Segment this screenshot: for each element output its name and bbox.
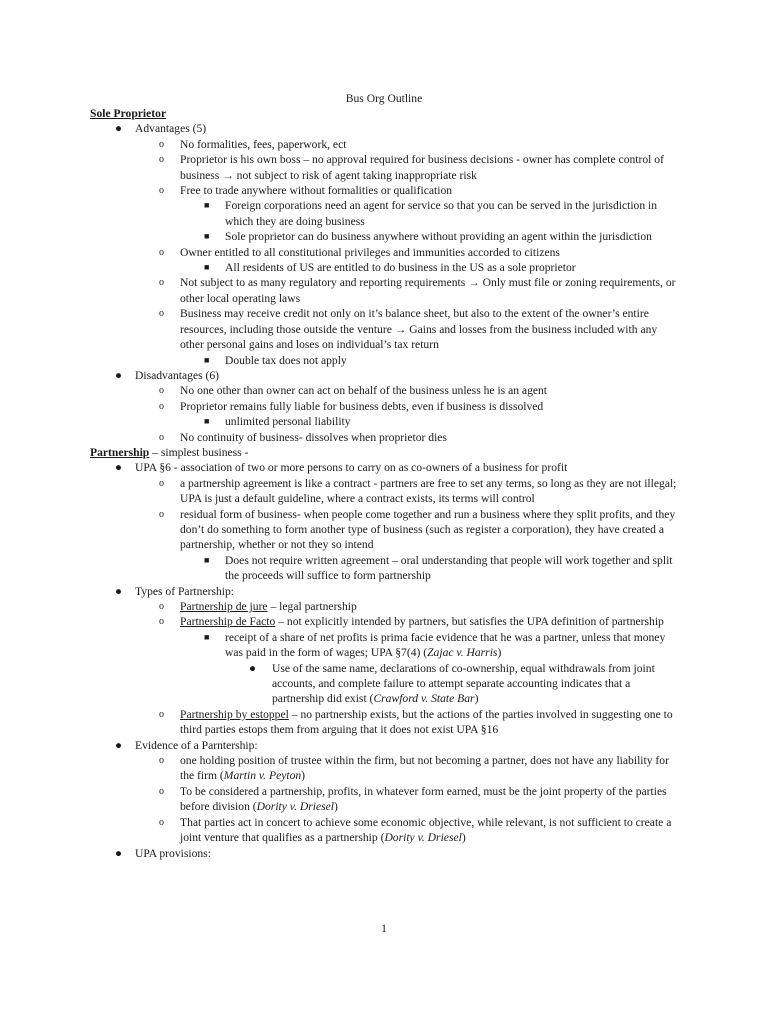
list-item: ● Advantages (5)	[115, 122, 207, 136]
list-item: ■ Double tax does not apply	[204, 353, 347, 367]
bullet-circle-icon: o	[159, 755, 164, 767]
list-item: o Partnership by estoppel – no partnership exists, but the actions of the parties involved in suggesting one to third parties estops them from arguing that it does not exist UPA §16	[159, 707, 673, 737]
bullet-square-icon: ■	[204, 631, 210, 642]
list-item: o To be considered a partnership, profits, in whatever form earned, must be the joint property of the parties before division (Dority v. Driesel)	[159, 784, 667, 814]
bullet-circle-icon: o	[159, 400, 164, 412]
list-item: o one holding position of trustee within the firm, but not becoming a partner, does not have any liability for the firm (Martin v. Peyton)	[159, 754, 669, 783]
list-item: o Not subject to as many regulatory and reporting requirements → Only must file or zoning requirements, or other local operating laws	[159, 276, 676, 305]
list-item: ■ receipt of a share of net profits is prima facie evidence that he was a partner, unless that money was paid in the form of wages; UPA §7(4) (Zajac v. Harris)	[204, 630, 666, 660]
list-item: ● Evidence of a Parntership:	[115, 738, 258, 752]
outline-body	[90, 106, 680, 861]
list-item: o Proprietor remains fully liable for business debts, even if business is dissolved	[159, 399, 544, 413]
term-partnership-by-estoppel: Partnership by estoppel	[180, 707, 289, 721]
term-partnership-de-jure: Partnership de jure	[180, 600, 268, 613]
list-item: o Owner entitled to all constitutional privileges and immunities accorded to citizens	[159, 245, 560, 259]
bullet-square-icon: ■	[204, 354, 210, 365]
bullet-circle-icon: o	[159, 601, 164, 612]
bullet-circle-icon: o	[159, 431, 164, 443]
term-partnership-de-facto: Partnership de Facto	[180, 615, 276, 629]
bullet-circle-icon: o	[159, 154, 164, 166]
case-citation: Zajac v. Harris	[427, 646, 498, 660]
bullet-circle-icon: o	[159, 277, 164, 289]
bullet-circle-icon: o	[159, 246, 164, 258]
case-citation: Crawford v. State Bar	[373, 692, 475, 706]
list-item: ● Types of Partnership:	[115, 584, 235, 598]
list-item: ■ unlimited personal liability	[204, 415, 351, 429]
partnership-outline	[90, 460, 680, 861]
page-number: 1	[381, 922, 387, 935]
case-citation: Dority v. Driesel	[256, 800, 335, 814]
list-item: o No one other than owner can act on behalf of the business unless he is an agent	[159, 384, 548, 398]
list-item: o No continuity of business- dissolves when proprietor dies	[159, 430, 447, 444]
bullet-circle-icon: o	[159, 708, 164, 720]
bullet-circle-icon: o	[159, 138, 164, 150]
bullet-disc-icon: ●	[115, 461, 123, 475]
bullet-circle-icon: o	[159, 185, 164, 197]
section-heading-text: Sole Proprietor	[90, 107, 167, 120]
list-item: o That parties act in concert to achieve some economic objective, while relevant, is not sufficient to create a joint venture that qualifies as a partnership (Dority v. Driesel)	[159, 815, 672, 845]
bullet-disc-icon: ●	[249, 661, 257, 675]
list-item: o Partnership de jure – legal partnership	[159, 600, 357, 613]
list-item: o Proprietor is his own boss – no approval required for business decisions - owner has complete control of business → not subject to risk of agent taking inappropriate risk	[159, 153, 664, 182]
bullet-square-icon: ■	[204, 554, 210, 565]
bullet-circle-icon: o	[159, 477, 164, 489]
bullet-disc-icon: ●	[115, 738, 123, 752]
bullet-square-icon: ■	[204, 262, 210, 273]
list-item: o Partnership de Facto – not explicitly intended by partners, but satisfies the UPA definition of partnership	[159, 615, 664, 629]
list-item: o Business may receive credit not only on it’s balance sheet, but also to the extent of the owner’s entire resources, including those outside the venture → Gains and losses from the business included with any other personal gains and loses on individual’s tax return	[159, 307, 658, 352]
section-heading-text: Partnership	[90, 445, 150, 459]
list-item: ■ Sole proprietor can do business anywhere without providing an agent within the jurisdiction	[204, 230, 652, 244]
list-item: o a partnership agreement is like a contract - partners are free to set any terms, so long as they are not illegal; UPA is just a default guideline, where a contract exists, its terms will control	[159, 476, 677, 506]
list-item: o residual form of business- when people come together and run a business where they split profits, and they don’t do something to form another type of business (such as register a corporation), they have created a partnership, whether or not they so intend	[159, 507, 676, 552]
section-heading-partnership	[90, 445, 680, 460]
bullet-square-icon: ■	[204, 200, 210, 211]
bullet-circle-icon: o	[159, 785, 164, 797]
list-item: ■ Does not require written agreement – oral understanding that people will work together and split the proceeds will suffice to form partnership	[204, 553, 673, 583]
sole-proprietor-outline	[90, 121, 680, 445]
list-item: o No formalities, fees, paperwork, ect	[159, 137, 347, 151]
bullet-circle-icon: o	[159, 616, 164, 628]
bullet-disc-icon: ●	[115, 368, 123, 382]
bullet-circle-icon: o	[159, 385, 164, 397]
bullet-square-icon: ■	[204, 416, 210, 427]
bullet-disc-icon: ●	[115, 122, 123, 136]
bullet-disc-icon: ●	[115, 846, 123, 860]
list-item: ● Use of the same name, declarations of co-ownership, equal withdrawals from joint accounts, and complete failure to attempt separate accounting indicates that a partnership did exist (Crawford v. State Bar)	[249, 661, 655, 706]
bullet-circle-icon: o	[159, 508, 164, 520]
list-item: o Free to trade anywhere without formalities or qualification	[159, 184, 453, 198]
bullet-circle-icon: o	[159, 308, 164, 320]
list-item: ■ All residents of US are entitled to do business in the US as a sole proprietor	[204, 261, 576, 275]
list-item: ● UPA §6 - association of two or more persons to carry on as co-owners of a business for profit	[115, 461, 568, 475]
list-item: ● Disadvantages (6)	[115, 368, 220, 382]
bullet-square-icon: ■	[204, 231, 210, 242]
case-citation: Dority v. Driesel	[384, 831, 462, 845]
section-heading-suffix: – simplest business -	[149, 445, 249, 459]
bullet-disc-icon: ●	[115, 584, 123, 598]
bullet-circle-icon: o	[159, 816, 164, 828]
list-item: ■ Foreign corporations need an agent for service so that you can be served in the jurisdiction in which they are doing business	[204, 199, 658, 228]
list-item: ● UPA provisions:	[115, 846, 211, 860]
document-title: Bus Org Outline	[345, 92, 423, 105]
case-citation: Martin v. Peyton	[223, 769, 302, 783]
section-heading-sole-proprietor	[90, 106, 680, 121]
